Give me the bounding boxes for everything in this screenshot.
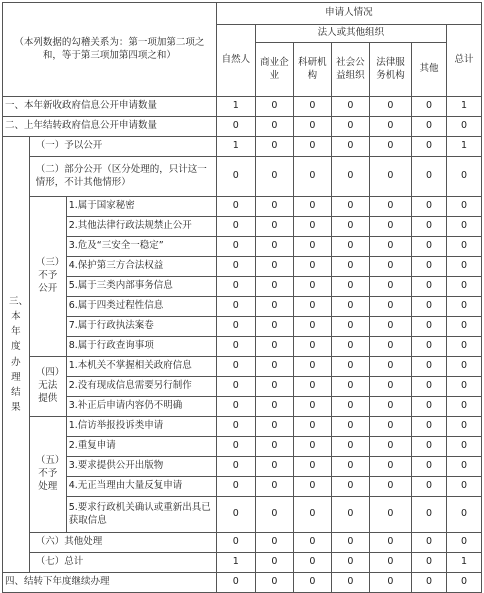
table-row — [3, 117, 482, 137]
value-cell: 0 — [255, 297, 293, 317]
value-cell: 0 — [412, 397, 447, 417]
value-cell: 0 — [369, 117, 411, 137]
value-cell: 0 — [412, 553, 447, 573]
row-label: 四、结转下年度继续办理 — [3, 573, 217, 593]
value-cell: 0 — [369, 277, 411, 297]
value-cell: 0 — [255, 477, 293, 497]
value-cell: 0 — [293, 497, 331, 533]
value-cell: 0 — [216, 497, 255, 533]
value-cell: 0 — [293, 417, 331, 437]
value-cell: 0 — [369, 457, 411, 477]
section-label-result: 三、本年度办理结果 — [3, 137, 30, 573]
value-cell: 0 — [331, 297, 369, 317]
value-cell: 0 — [369, 217, 411, 237]
value-cell: 0 — [255, 157, 293, 197]
value-cell: 0 — [293, 573, 331, 593]
row-label: 6.属于四类过程性信息 — [66, 297, 216, 317]
value-cell: 0 — [412, 217, 447, 237]
table-row — [3, 197, 482, 217]
value-cell: 0 — [255, 533, 293, 553]
header-natural-person: 自然人 — [216, 25, 255, 97]
value-cell: 0 — [293, 97, 331, 117]
value-cell: 0 — [293, 357, 331, 377]
value-cell: 0 — [369, 137, 411, 157]
value-cell: 0 — [446, 237, 481, 257]
value-cell: 0 — [255, 337, 293, 357]
row-label: （七）总计 — [29, 553, 216, 573]
group-label-not-disclose: （三）不予公开 — [29, 197, 66, 357]
table-row — [3, 337, 482, 357]
value-cell: 0 — [216, 197, 255, 217]
value-cell: 0 — [412, 417, 447, 437]
row-label: 5.要求行政机关确认或重新出具已获取信息 — [66, 497, 216, 533]
value-cell: 1 — [446, 553, 481, 573]
value-cell: 0 — [446, 357, 481, 377]
value-cell: 1 — [446, 97, 481, 117]
table-row — [3, 397, 482, 417]
value-cell: 0 — [446, 277, 481, 297]
value-cell: 0 — [446, 377, 481, 397]
value-cell: 0 — [446, 297, 481, 317]
table-row — [3, 497, 482, 533]
value-cell: 0 — [293, 157, 331, 197]
header-commercial: 商业企业 — [255, 43, 293, 97]
value-cell: 0 — [446, 457, 481, 477]
value-cell: 0 — [369, 357, 411, 377]
value-cell: 0 — [446, 497, 481, 533]
table-row — [3, 297, 482, 317]
table-row — [3, 377, 482, 397]
value-cell: 0 — [331, 217, 369, 237]
value-cell: 0 — [412, 157, 447, 197]
value-cell: 0 — [216, 533, 255, 553]
value-cell: 0 — [255, 197, 293, 217]
value-cell: 0 — [446, 437, 481, 457]
value-cell: 0 — [255, 117, 293, 137]
value-cell: 0 — [331, 97, 369, 117]
value-cell: 0 — [255, 397, 293, 417]
value-cell: 0 — [293, 277, 331, 297]
table-row — [3, 457, 482, 477]
value-cell: 0 — [369, 437, 411, 457]
value-cell: 0 — [293, 377, 331, 397]
value-cell: 0 — [216, 217, 255, 237]
table-row — [3, 553, 482, 573]
value-cell: 0 — [331, 237, 369, 257]
table-row — [3, 573, 482, 593]
value-cell: 0 — [293, 437, 331, 457]
value-cell: 0 — [369, 97, 411, 117]
value-cell: 0 — [412, 257, 447, 277]
value-cell: 1 — [216, 97, 255, 117]
value-cell: 0 — [331, 277, 369, 297]
value-cell: 0 — [255, 417, 293, 437]
header-legal-service: 法律服务机构 — [369, 43, 411, 97]
value-cell: 0 — [446, 573, 481, 593]
value-cell: 0 — [255, 277, 293, 297]
value-cell: 0 — [412, 497, 447, 533]
value-cell: 0 — [255, 97, 293, 117]
value-cell: 0 — [216, 457, 255, 477]
table-row — [3, 437, 482, 457]
value-cell: 0 — [331, 417, 369, 437]
value-cell: 0 — [216, 573, 255, 593]
value-cell: 0 — [412, 477, 447, 497]
value-cell: 0 — [331, 117, 369, 137]
value-cell: 0 — [255, 553, 293, 573]
value-cell: 0 — [412, 377, 447, 397]
row-label: 2.重复申请 — [66, 437, 216, 457]
row-label: 8.属于行政查询事项 — [66, 337, 216, 357]
row-label: 7.属于行政执法案卷 — [66, 317, 216, 337]
value-cell: 0 — [412, 237, 447, 257]
value-cell: 0 — [369, 157, 411, 197]
value-cell: 0 — [255, 377, 293, 397]
value-cell: 0 — [331, 317, 369, 337]
value-cell: 0 — [293, 137, 331, 157]
table-row — [3, 217, 482, 237]
value-cell: 0 — [446, 157, 481, 197]
value-cell: 0 — [412, 117, 447, 137]
value-cell: 0 — [255, 217, 293, 237]
value-cell: 0 — [255, 573, 293, 593]
value-cell: 0 — [216, 417, 255, 437]
table-row — [3, 417, 482, 437]
value-cell: 0 — [412, 137, 447, 157]
value-cell: 0 — [446, 257, 481, 277]
value-cell: 0 — [216, 117, 255, 137]
row-label: 3.补正后申请内容仍不明确 — [66, 397, 216, 417]
table-row — [3, 357, 482, 377]
row-label: 5.属于三类内部事务信息 — [66, 277, 216, 297]
value-cell: 0 — [331, 357, 369, 377]
value-cell: 0 — [216, 277, 255, 297]
value-cell: 0 — [216, 437, 255, 457]
value-cell: 0 — [446, 417, 481, 437]
value-cell: 0 — [369, 297, 411, 317]
row-label: 1.本机关不掌握相关政府信息 — [66, 357, 216, 377]
value-cell: 0 — [446, 197, 481, 217]
row-label: 4.无正当理由大量反复申请 — [66, 477, 216, 497]
value-cell: 0 — [216, 377, 255, 397]
value-cell: 0 — [216, 317, 255, 337]
value-cell: 0 — [412, 297, 447, 317]
value-cell: 0 — [412, 533, 447, 553]
row-label: （六）其他处理 — [29, 533, 216, 553]
value-cell: 0 — [369, 573, 411, 593]
value-cell: 0 — [369, 553, 411, 573]
table-row — [3, 97, 482, 117]
value-cell: 0 — [293, 317, 331, 337]
value-cell: 0 — [216, 337, 255, 357]
value-cell: 0 — [216, 397, 255, 417]
value-cell: 0 — [331, 197, 369, 217]
value-cell: 0 — [369, 197, 411, 217]
value-cell: 0 — [446, 317, 481, 337]
value-cell: 0 — [255, 497, 293, 533]
value-cell: 0 — [412, 357, 447, 377]
value-cell: 0 — [446, 477, 481, 497]
value-cell: 0 — [293, 297, 331, 317]
value-cell: 1 — [216, 553, 255, 573]
value-cell: 0 — [412, 97, 447, 117]
value-cell: 0 — [293, 397, 331, 417]
header-legal-group: 法人或其他组织 — [255, 25, 446, 43]
value-cell: 0 — [369, 497, 411, 533]
value-cell: 0 — [412, 337, 447, 357]
value-cell: 0 — [331, 137, 369, 157]
value-cell: 0 — [412, 457, 447, 477]
row-label: 2.没有现成信息需要另行制作 — [66, 377, 216, 397]
value-cell: 0 — [331, 377, 369, 397]
row-label: 二、上年结转政府信息公开申请数量 — [3, 117, 217, 137]
row-label: （二）部分公开（区分处理的，只计这一情形，不计其他情形） — [29, 157, 216, 197]
value-cell: 0 — [255, 257, 293, 277]
value-cell: 0 — [293, 257, 331, 277]
value-cell: 0 — [446, 533, 481, 553]
value-cell: 0 — [293, 237, 331, 257]
table-row — [3, 237, 482, 257]
value-cell: 0 — [331, 437, 369, 457]
row-label: 3.要求提供公开出版物 — [66, 457, 216, 477]
value-cell: 0 — [293, 477, 331, 497]
value-cell: 0 — [331, 553, 369, 573]
value-cell: 0 — [331, 337, 369, 357]
row-label: 一、本年新收政府信息公开申请数量 — [3, 97, 217, 117]
value-cell: 0 — [369, 337, 411, 357]
header-total: 总计 — [446, 25, 481, 97]
table-row — [3, 277, 482, 297]
value-cell: 0 — [293, 217, 331, 237]
value-cell: 0 — [331, 573, 369, 593]
value-cell: 0 — [216, 257, 255, 277]
value-cell: 0 — [369, 237, 411, 257]
group-label-unable: （四）无法提供 — [29, 357, 66, 417]
table-row — [3, 257, 482, 277]
group-label-not-process: （五）不予处理 — [29, 417, 66, 533]
value-cell: 0 — [331, 457, 369, 477]
value-cell: 0 — [369, 477, 411, 497]
header-applicant: 申请人情况 — [216, 3, 481, 25]
header-other: 其他 — [412, 43, 447, 97]
value-cell: 0 — [412, 317, 447, 337]
value-cell: 0 — [293, 337, 331, 357]
value-cell: 1 — [446, 137, 481, 157]
value-cell: 0 — [293, 533, 331, 553]
header-note: （本列数据的勾稽关系为：第一项加第二项之和，等于第三项加第四项之和） — [3, 3, 217, 97]
report-table — [2, 2, 482, 593]
value-cell: 0 — [216, 237, 255, 257]
value-cell: 0 — [293, 457, 331, 477]
header-social: 社会公益组织 — [331, 43, 369, 97]
value-cell: 0 — [255, 317, 293, 337]
value-cell: 0 — [369, 377, 411, 397]
value-cell: 0 — [331, 533, 369, 553]
value-cell: 0 — [331, 497, 369, 533]
row-label: 1.信访举报投诉类申请 — [66, 417, 216, 437]
value-cell: 0 — [293, 197, 331, 217]
value-cell: 0 — [216, 477, 255, 497]
value-cell: 0 — [255, 357, 293, 377]
value-cell: 0 — [412, 197, 447, 217]
value-cell: 0 — [216, 157, 255, 197]
value-cell: 0 — [255, 457, 293, 477]
value-cell: 0 — [412, 437, 447, 457]
table-row — [3, 317, 482, 337]
row-label: 1.属于国家秘密 — [66, 197, 216, 217]
value-cell: 0 — [369, 397, 411, 417]
row-label: 2.其他法律行政法规禁止公开 — [66, 217, 216, 237]
table-row — [3, 477, 482, 497]
value-cell: 0 — [331, 157, 369, 197]
value-cell: 0 — [412, 573, 447, 593]
value-cell: 0 — [412, 277, 447, 297]
value-cell: 0 — [255, 137, 293, 157]
value-cell: 0 — [369, 533, 411, 553]
table-row — [3, 533, 482, 553]
value-cell: 0 — [216, 357, 255, 377]
value-cell: 0 — [216, 297, 255, 317]
value-cell: 0 — [331, 397, 369, 417]
value-cell: 0 — [293, 117, 331, 137]
value-cell: 0 — [369, 417, 411, 437]
row-label: 3.危及“三安全一稳定” — [66, 237, 216, 257]
value-cell: 0 — [446, 117, 481, 137]
value-cell: 0 — [293, 553, 331, 573]
row-label: 4.保护第三方合法权益 — [66, 257, 216, 277]
value-cell: 0 — [255, 437, 293, 457]
value-cell: 0 — [446, 217, 481, 237]
value-cell: 0 — [255, 237, 293, 257]
header-research: 科研机构 — [293, 43, 331, 97]
value-cell: 0 — [446, 397, 481, 417]
value-cell: 0 — [331, 477, 369, 497]
value-cell: 0 — [446, 337, 481, 357]
table-row — [3, 137, 482, 157]
value-cell: 1 — [216, 137, 255, 157]
value-cell: 0 — [331, 257, 369, 277]
row-label: （一）予以公开 — [29, 137, 216, 157]
table-row — [3, 157, 482, 197]
value-cell: 0 — [369, 317, 411, 337]
value-cell: 0 — [369, 257, 411, 277]
